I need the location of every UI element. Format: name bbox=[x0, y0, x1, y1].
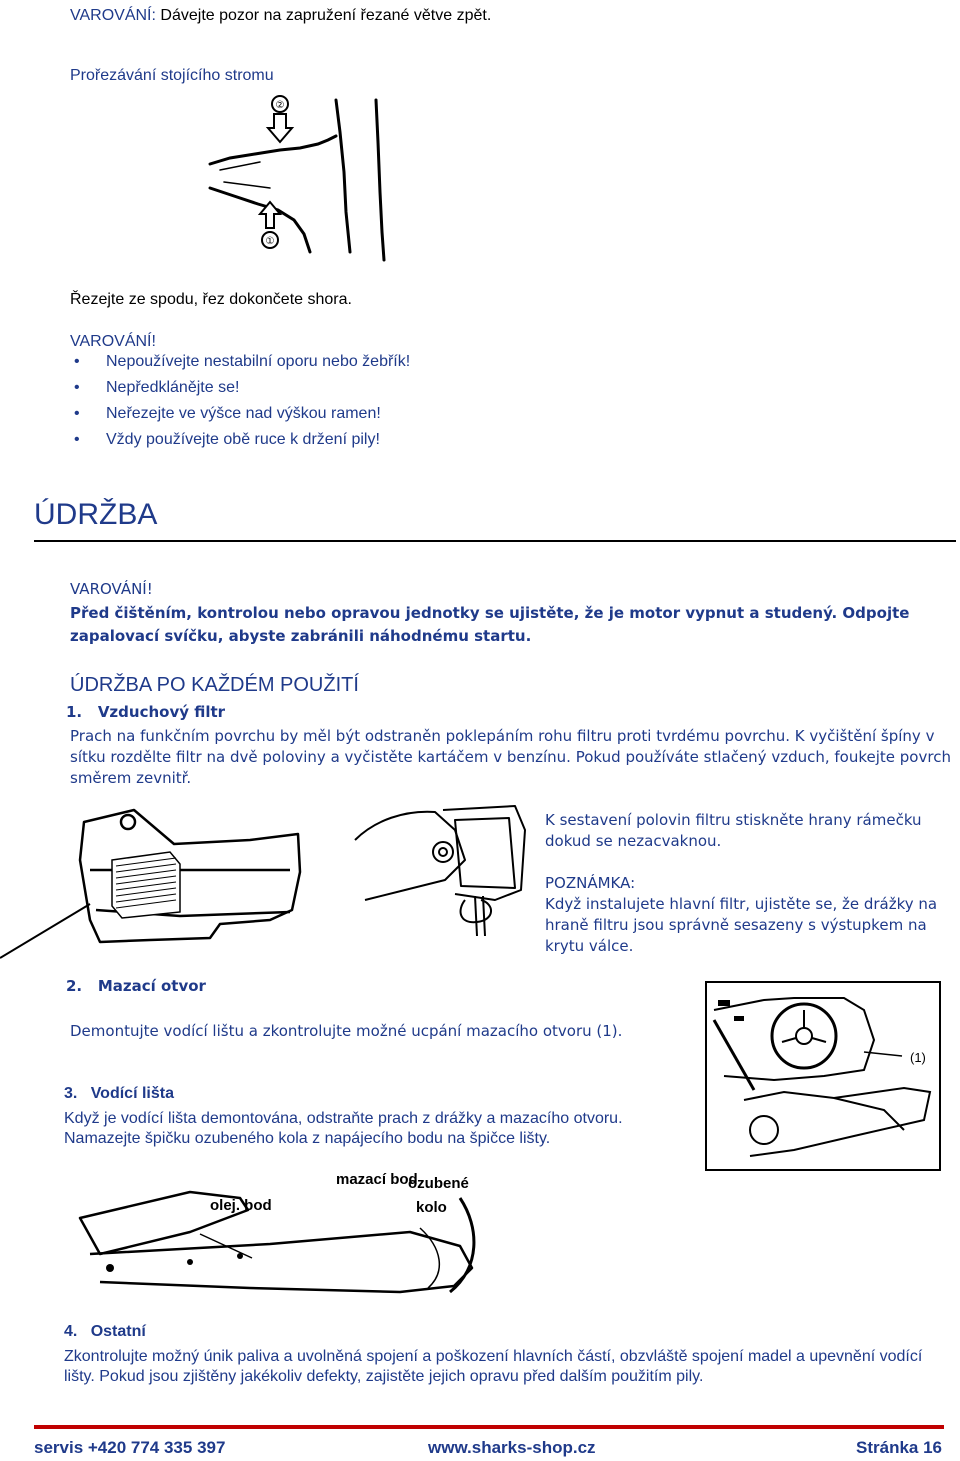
oil-hole-title bbox=[66, 976, 206, 997]
oil-hole-number: 2. bbox=[66, 977, 83, 995]
guide-bar-name: Vodící lišta bbox=[90, 1085, 174, 1102]
other-text: Zkontrolujte možný únik paliva a uvolněná spojení a poškození hlavních částí, obzvláště spojení madel a upevnění vodící lišty. Pokud jsou zjištěny jakékoliv defekty, zajistěte jejich opravu před dalším použitím pily. bbox=[64, 1348, 923, 1385]
air-filter-assembly-text: K sestavení polovin filtru stiskněte hrany rámečku dokud se nezacvaknou. bbox=[545, 811, 922, 850]
top-warning bbox=[70, 6, 491, 26]
air-filter-hands-figure bbox=[345, 800, 535, 940]
section-divider bbox=[34, 540, 956, 542]
sprocket-label-line2: kolo bbox=[416, 1199, 447, 1216]
maintenance-warning-text: Před čištěním, kontrolou nebo opravou jednotky se ujistěte, že je motor vypnut a studený. Odpojte zapalovací svíčku, abyste zabránili náhodnému startu. bbox=[70, 604, 910, 645]
footer-page-number: Stránka 16 bbox=[856, 1438, 942, 1457]
top-warning-label: VAROVÁNÍ: bbox=[70, 7, 156, 24]
warning-item: • Nepoužívejte nestabilní oporu nebo žebřík! bbox=[70, 352, 670, 372]
standing-tree-heading: Prořezávání stojícího stromu bbox=[70, 67, 274, 84]
air-filter-text bbox=[70, 726, 955, 789]
oil-hole-name: Mazací otvor bbox=[97, 977, 206, 995]
warning-list bbox=[70, 352, 670, 450]
oil-hole-fig-label: (1) bbox=[910, 1050, 926, 1065]
warning-item: • Neřezejte ve výšce nad výškou ramen! bbox=[70, 404, 670, 424]
warning-item: • Nepředklánějte se! bbox=[70, 378, 670, 398]
air-filter-text-1: Prach na funkčním povrchu by měl být odstraněn poklepáním rohu filtru proti tvrdému povrchu. bbox=[70, 727, 790, 745]
oil-hole-figure bbox=[704, 980, 944, 1172]
guide-bar-text: Když je vodící lišta demontována, odstraňte prach z drážky a mazacího otvoru. Namazejte špičku ozubeného kola z napájecího bodu na špičce lišty. bbox=[64, 1110, 623, 1147]
note-title: POZNÁMKA: bbox=[545, 874, 636, 892]
air-filter-title bbox=[66, 702, 225, 723]
maintenance-warning-title: VAROVÁNÍ! bbox=[70, 580, 153, 598]
fig-label-2: ② bbox=[275, 100, 285, 111]
guide-bar-number: 3. bbox=[64, 1085, 78, 1102]
footer-phone: servis +420 774 335 397 bbox=[34, 1438, 226, 1457]
oil-hole-text: Demontujte vodící lištu a zkontrolujte možné ucpání mazacího otvoru (1). bbox=[70, 1022, 623, 1040]
warning-item: • Vždy používejte obě ruce k držení pily! bbox=[70, 430, 670, 450]
lube-point-label: mazací bod bbox=[336, 1171, 418, 1188]
other-number: 4. bbox=[64, 1323, 78, 1340]
air-filter-name: Vzduchový filtr bbox=[97, 703, 226, 721]
other-name: Ostatní bbox=[90, 1323, 146, 1340]
note-text: Když instalujete hlavní filtr, ujistěte se, že drážky na hraně filtru jsou správně sesazeny s výstupkem na krytu válce. bbox=[545, 895, 938, 955]
top-warning-text: Dávejte pozor na zapružení řezané větve zpět. bbox=[160, 7, 492, 24]
air-filter-text-3: Pokud používáte stlačený vzduch, foukejte povrch směrem zevnitř. bbox=[70, 748, 951, 787]
guide-bar-figure bbox=[70, 1158, 490, 1308]
standing-tree-figure bbox=[200, 92, 420, 267]
after-use-heading: ÚDRŽBA PO KAŽDÉM POUŽITÍ bbox=[70, 674, 359, 696]
footer-web: www.sharks-shop.cz bbox=[428, 1438, 596, 1457]
air-filter-cover-figure bbox=[0, 800, 320, 960]
standing-tree-caption: Řezejte ze spodu, řez dokončete shora. bbox=[70, 291, 352, 308]
fig-label-1: ① bbox=[265, 236, 275, 247]
guide-bar-title bbox=[64, 1084, 174, 1104]
warning-list-title: VAROVÁNÍ! bbox=[70, 333, 156, 350]
sprocket-label-line1: ozubené bbox=[408, 1175, 469, 1192]
footer-divider bbox=[34, 1425, 944, 1429]
air-filter-text-2: K vyčištění špíny v sítku rozdělte filtr na dvě poloviny a vyčistěte kartáčem v benzínu. bbox=[70, 727, 935, 766]
other-title bbox=[64, 1322, 146, 1342]
oil-point-label: olej. bod bbox=[210, 1197, 272, 1214]
maintenance-heading: ÚDRŽBA bbox=[34, 498, 158, 531]
air-filter-number: 1. bbox=[66, 703, 83, 721]
